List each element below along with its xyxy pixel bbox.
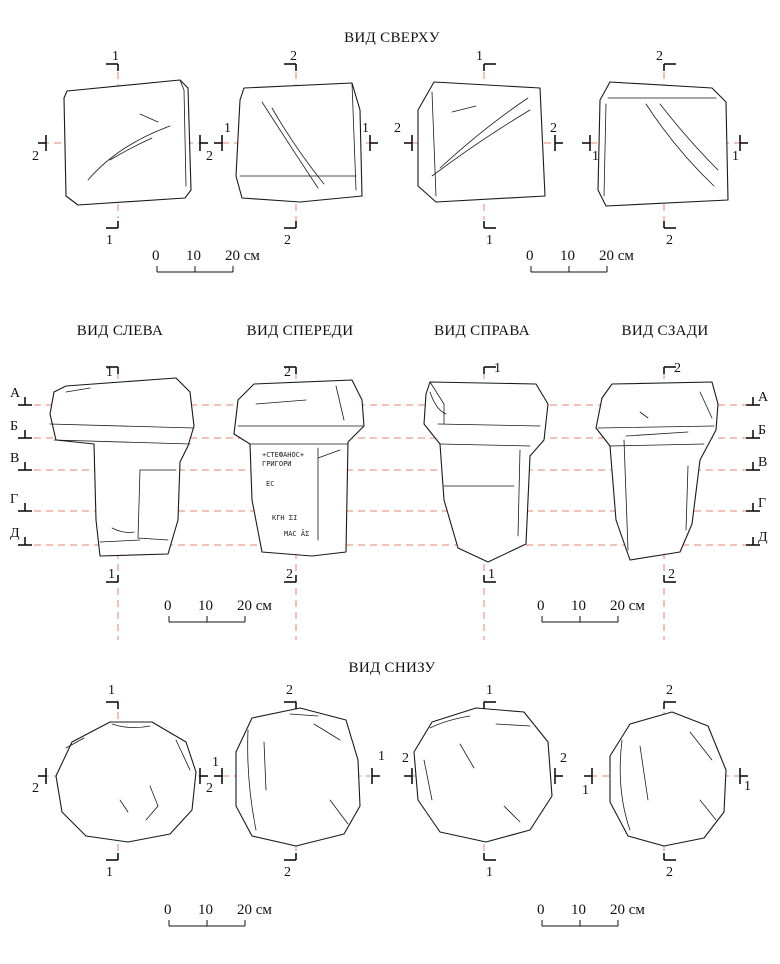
inscription-line-1: +СТЕФАНОС+ — [262, 451, 305, 459]
section-label: 2 — [286, 567, 293, 582]
section-label: 1 — [378, 749, 385, 764]
section-label: 1 — [212, 755, 219, 770]
section-label: 2 — [666, 233, 673, 248]
section-label: 1 — [732, 149, 739, 164]
scale-tick-label: 10 — [571, 902, 586, 918]
scale-bar-middle-right — [537, 598, 645, 622]
scale-tick-label: 20 см — [237, 902, 272, 918]
stone-right-view — [424, 382, 548, 562]
title-front-view: ВИД СПЕРЕДИ — [246, 323, 354, 339]
scale-tick-label: 20 см — [225, 248, 260, 264]
stone-top-view-1 — [64, 80, 191, 205]
section-label: 1 — [744, 779, 751, 794]
scale-tick-label: 10 — [560, 248, 575, 264]
scale-tick-label: 0 — [152, 248, 160, 264]
scale-tick-label: 0 — [537, 598, 545, 614]
level-label: А — [10, 386, 21, 401]
section-label: 1 — [476, 49, 483, 64]
title-right-view: ВИД СПРАВА — [434, 323, 530, 339]
stone-bottom-view-4 — [610, 712, 726, 846]
level-label: В — [10, 451, 20, 466]
section-label: 1 — [112, 49, 119, 64]
scale-tick-label: 20 см — [599, 248, 634, 264]
inscription-line-5: МАС ĀΣ — [284, 530, 310, 538]
scale-tick-label: 10 — [571, 598, 586, 614]
section-label: 1 — [592, 149, 599, 164]
scale-tick-label: 20 см — [610, 902, 645, 918]
level-label: Б — [10, 419, 19, 434]
section-label: 1 — [486, 683, 493, 698]
section-label: 2 — [284, 865, 291, 880]
section-label: 2 — [206, 149, 213, 164]
top-view-row — [42, 72, 740, 226]
section-label: 2 — [394, 121, 401, 136]
section-label: 2 — [206, 781, 213, 796]
section-label: 2 — [284, 365, 291, 380]
section-label: 2 — [560, 751, 567, 766]
section-label: 1 — [494, 361, 501, 376]
scale-bar-top-left — [152, 248, 260, 272]
section-label: 1 — [486, 865, 493, 880]
section-label: 2 — [668, 567, 675, 582]
section-label: 1 — [488, 567, 495, 582]
section-label: 2 — [674, 361, 681, 376]
level-label: В — [758, 455, 768, 470]
level-label: А — [758, 390, 769, 405]
section-label: 1 — [106, 365, 113, 380]
stone-bottom-view-2 — [236, 708, 360, 846]
inscription-line-2: ГРИГОРИ — [262, 460, 292, 468]
section-label: 1 — [106, 233, 113, 248]
section-label: 1 — [362, 121, 369, 136]
scale-bar-bottom-right — [537, 902, 645, 926]
title-bottom-view: ВИД СНИЗУ — [348, 660, 436, 676]
scale-tick-label: 10 — [198, 598, 213, 614]
level-label: Г — [10, 492, 19, 507]
bottom-view-row — [42, 700, 740, 852]
level-label: Д — [10, 526, 20, 541]
section-marks-side — [106, 361, 681, 582]
section-label: 2 — [32, 781, 39, 796]
section-label: 2 — [290, 49, 297, 64]
title-top-view: ВИД СВЕРХУ — [344, 30, 440, 46]
section-label: 1 — [224, 121, 231, 136]
title-back-view: ВИД СЗАДИ — [621, 323, 709, 339]
section-label: 1 — [106, 865, 113, 880]
scale-bar-bottom-left — [164, 902, 272, 926]
scale-tick-label: 0 — [537, 902, 545, 918]
stone-top-view-3 — [418, 82, 545, 202]
scale-bar-top-right — [526, 248, 634, 272]
section-label: 2 — [284, 233, 291, 248]
scale-tick-label: 0 — [164, 598, 172, 614]
section-label: 2 — [32, 149, 39, 164]
stone-top-view-4 — [598, 82, 728, 206]
stone-bottom-view-1 — [56, 722, 196, 842]
scale-tick-label: 20 см — [610, 598, 645, 614]
section-label: 2 — [286, 683, 293, 698]
section-label: 2 — [550, 121, 557, 136]
stone-back-view — [596, 382, 718, 560]
stone-left-view — [50, 378, 194, 556]
section-label: 2 — [666, 683, 673, 698]
level-label: Д — [758, 530, 768, 545]
section-label: 1 — [108, 683, 115, 698]
section-label: 2 — [656, 49, 663, 64]
scale-bar-middle-left — [164, 598, 272, 622]
scale-tick-label: 20 см — [237, 598, 272, 614]
stone-bottom-view-3 — [414, 708, 552, 842]
level-label: Б — [758, 423, 767, 438]
section-label: 2 — [402, 751, 409, 766]
section-label: 2 — [666, 865, 673, 880]
section-label: 1 — [108, 567, 115, 582]
scale-tick-label: 0 — [526, 248, 534, 264]
inscription-line-4: КГН ΣΙ — [272, 514, 298, 522]
scale-tick-label: 10 — [186, 248, 201, 264]
title-left-view: ВИД СЛЕВА — [76, 323, 164, 339]
section-label: 1 — [486, 233, 493, 248]
inscription-line-3: ЕС — [266, 480, 275, 488]
stone-top-view-2 — [236, 83, 362, 202]
section-label: 1 — [582, 783, 589, 798]
level-label: Г — [758, 496, 767, 511]
scale-tick-label: 10 — [198, 902, 213, 918]
scale-tick-label: 0 — [164, 902, 172, 918]
